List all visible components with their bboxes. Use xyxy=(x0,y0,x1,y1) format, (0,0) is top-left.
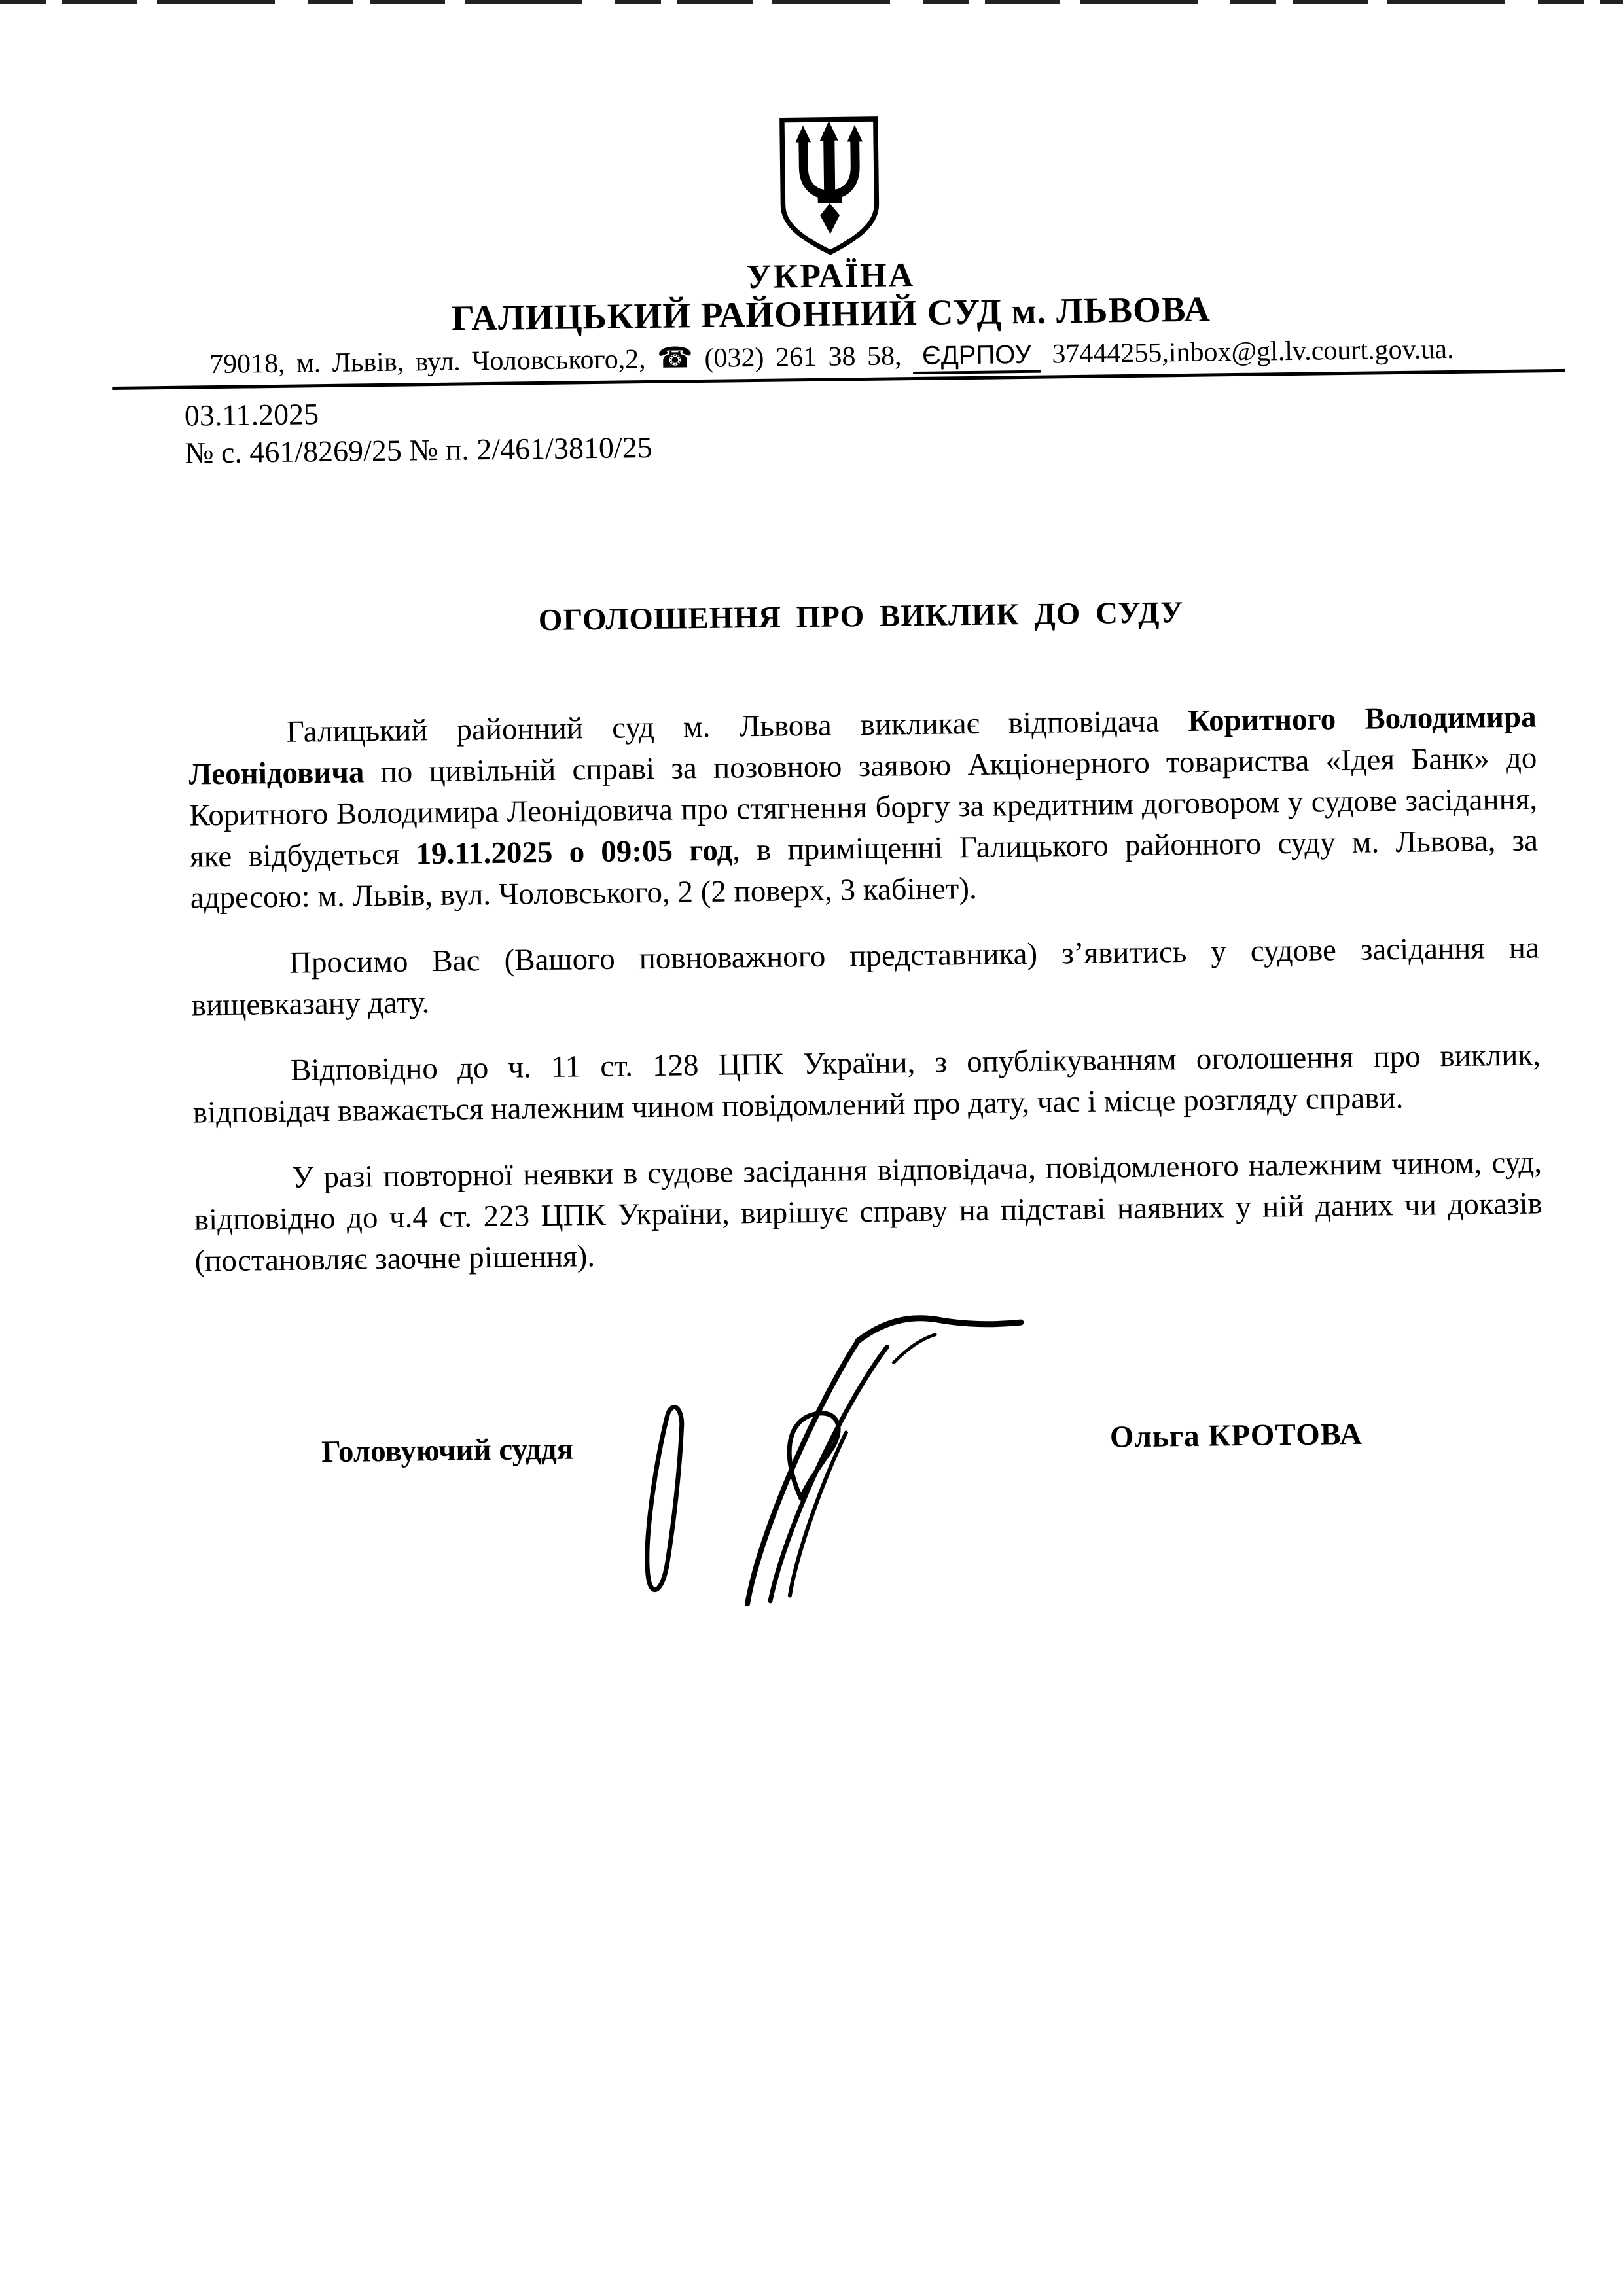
court-name: ГАЛИЦЬКИЙ РАЙОННИЙ СУД м. ЛЬВОВА xyxy=(451,289,1211,338)
document-title: ОГОЛОШЕННЯ ПРО ВИКЛИК ДО СУДУ xyxy=(538,595,1184,638)
hearing-datetime: 19.11.2025 о 09:05 год xyxy=(416,833,733,872)
paragraph-summons xyxy=(188,696,1539,919)
judge-role-label: Головуючий суддя xyxy=(321,1432,574,1470)
paragraph-request: Просимо Вас (Вашого повноважного представника) з’явитись у судове засідання на вищевказану дату. xyxy=(191,930,1540,1023)
paragraph-consequences: У разі повторної неявки в судове засідання відповідача, повідомленого належним чином, суд, відповідно до ч.4 ст. 223 ЦПК України, вирішує справу на підставі наявних у ній даних чи доказів (постановляє заочне рішення). xyxy=(194,1145,1543,1279)
edrpou-code: 37444255, xyxy=(1052,338,1169,370)
letterhead xyxy=(0,0,1618,472)
paragraph-legal-notice: Відповідно до ч. 11 ст. 128 ЦПК України, з опублікуванням оголошення про виклик, відповідач вважається належним чином повідомлений про дату, час і місце розгляду справи. xyxy=(192,1038,1541,1130)
letter-date: 03.11.2025 xyxy=(184,397,319,433)
defendant-name: Коритного Володимира Леонідовича xyxy=(188,699,1537,792)
judge-signature-icon xyxy=(627,1295,1037,1614)
paragraph-text: , в приміщенні Галицького районного суду м. Львова, за адресою: м. Львів, вул. Чоловського, 2 (2 поверх, 3 кабінет). xyxy=(190,823,1539,915)
court-phone: (032) 261 38 58, xyxy=(704,341,902,374)
letter-body xyxy=(187,590,1547,1625)
paragraph-text: Галицький районний суд м. Львова викликає відповідача xyxy=(286,703,1188,749)
phone-icon: ☎ xyxy=(656,341,694,375)
letter-meta xyxy=(185,382,1618,470)
court-address: 79018, м. Львів, вул. Чоловського,2, xyxy=(209,344,646,380)
paragraph-text: по цивільній справі за позовною заявою Акціонерного товариства «Ідея Банк» до Коритного Володимира Леонідовича про стягнення боргу за кредитним договором у судове засідання, яке відбудеться xyxy=(188,741,1538,874)
country-name: УКРАЇНА xyxy=(746,256,916,296)
case-numbers: № с. 461/8269/25 № п. 2/461/3810/25 xyxy=(185,430,652,470)
court-email: inbox@gl.lv.court.gov.ua. xyxy=(1168,334,1454,368)
edrpou-label: ЄДРПОУ xyxy=(913,340,1041,374)
signature-block xyxy=(196,1301,1548,1625)
judge-name: Ольга КРОТОВА xyxy=(1109,1417,1363,1455)
ukraine-coat-of-arms-icon xyxy=(776,115,883,256)
